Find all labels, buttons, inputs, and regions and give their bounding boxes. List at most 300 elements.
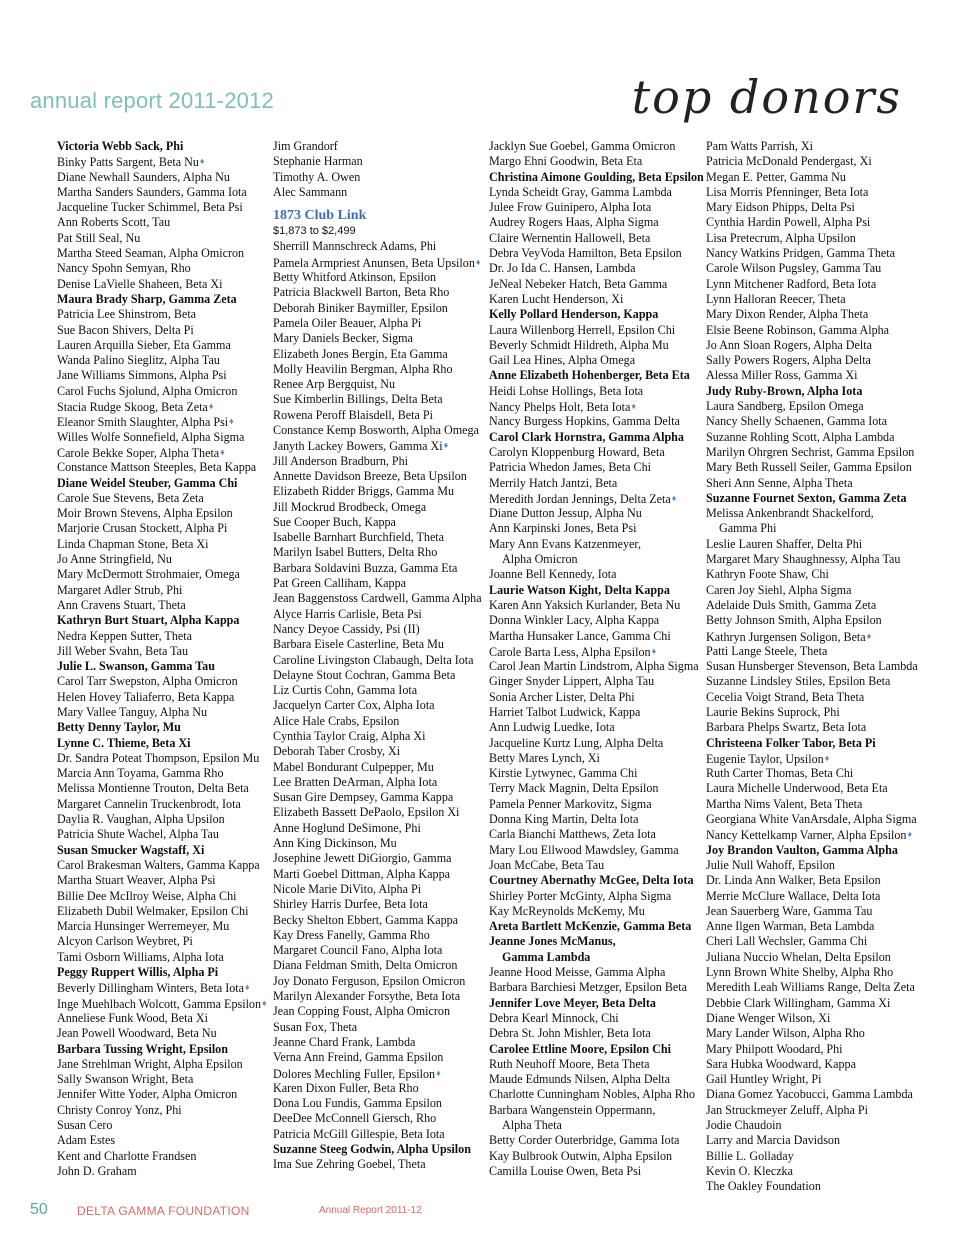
- donor-name: Kirstie Lytwynec, Gamma Chi: [489, 766, 638, 781]
- donor-name: Cheri Lall Wechsler, Gamma Chi: [706, 934, 868, 949]
- donor-name: Moir Brown Stevens, Alpha Epsilon: [57, 506, 233, 521]
- donor-name: Lee Bratten DeArman, Alpha Iota: [273, 774, 438, 789]
- donor-name: Sheri Ann Senne, Alpha Theta: [706, 475, 853, 490]
- donor-entry: [489, 399, 704, 414]
- donor-name: Sherrill Mannschreck Adams, Phi: [273, 239, 437, 254]
- donor-entry: [706, 368, 921, 383]
- donor-entry: [706, 766, 921, 781]
- donor-entry: [57, 368, 272, 383]
- member-marker-icon: ♦: [866, 630, 872, 641]
- donor-name: Ann Roberts Scott, Tau: [57, 215, 171, 230]
- donor-entry: [57, 231, 272, 246]
- donor-entry: [57, 1026, 272, 1041]
- donor-name: DeeDee McConnell Giersch, Rho: [273, 1111, 437, 1126]
- donor-entry: [489, 873, 704, 888]
- donor-entry: [489, 674, 704, 689]
- donor-entry: [489, 1164, 704, 1179]
- donor-entry: [706, 1026, 921, 1041]
- donor-name: Constance Mattson Steeples, Beta Kappa: [57, 460, 257, 475]
- donor-name: Heidi Lohse Hollings, Beta Iota: [489, 383, 644, 398]
- donor-entry: [489, 491, 704, 506]
- donor-name: Nancy Kettelkamp Varner, Alpha Epsilon: [706, 828, 907, 843]
- donor-name: Diana Gomez Yacobucci, Gamma Lambda: [706, 1087, 913, 1102]
- donor-entry: [706, 154, 921, 169]
- donor-entry: [273, 454, 488, 469]
- donor-name: Merrie McClure Wallace, Delta Iota: [706, 888, 881, 903]
- donor-name: Joy Donato Ferguson, Epsilon Omicron: [273, 973, 466, 988]
- donor-column-4: [706, 139, 921, 1194]
- donor-name: Josephine Jewett DiGiorgio, Gamma: [273, 851, 452, 866]
- donor-name: Alec Sammann: [273, 184, 348, 199]
- donor-entry: [57, 154, 272, 169]
- donor-name: Camilla Louise Owen, Beta Psi: [489, 1163, 642, 1178]
- donor-name: Jean Copping Foust, Alpha Omicron: [273, 1004, 451, 1019]
- donor-name: Cynthia Hardin Powell, Alpha Psi: [706, 215, 871, 230]
- donor-entry: [706, 751, 921, 766]
- donor-name: Caroline Livingston Clabaugh, Delta Iota: [273, 652, 474, 667]
- donor-name: Maura Brady Sharp, Gamma Zeta: [57, 291, 237, 306]
- donor-name: Melissa Ankenbrandt Shackelford,: [706, 506, 874, 521]
- donor-entry: [273, 622, 488, 637]
- donor-entry: [273, 576, 488, 591]
- donor-entry: [57, 323, 272, 338]
- donor-entry: [273, 760, 488, 775]
- donor-entry: [706, 185, 921, 200]
- donor-entry: [273, 974, 488, 989]
- donor-entry: [489, 1149, 704, 1164]
- member-marker-icon: ♦: [436, 1067, 441, 1078]
- donor-name: Eugenie Taylor, Upsilon: [706, 751, 824, 766]
- donor-entry: [57, 1042, 272, 1057]
- donor-entry: [489, 246, 704, 261]
- member-marker-icon: ♦: [671, 492, 677, 503]
- donor-name: Mabel Bondurant Culpepper, Mu: [273, 759, 434, 774]
- donor-entry: [57, 812, 272, 827]
- donor-entry: [706, 292, 921, 307]
- donor-name: Lynn Halloran Reecer, Theta: [706, 291, 846, 306]
- donor-entry: [489, 797, 704, 812]
- donor-name: Lauren Arquilla Sieber, Eta Gamma: [57, 337, 231, 352]
- donor-name: Marti Goebel Dittman, Alpha Kappa: [273, 866, 450, 881]
- donor-entry: [57, 1118, 272, 1133]
- donor-entry: [57, 934, 272, 949]
- donor-name: Pamela Penner Markovitz, Sigma: [489, 796, 652, 811]
- donor-name: Jill Mockrud Brodbeck, Omega: [273, 499, 427, 514]
- donor-entry: [273, 943, 488, 958]
- donor-name: Peggy Ruppert Willis, Alpha Pi: [57, 965, 219, 980]
- donor-name: Stephanie Harman: [273, 154, 363, 169]
- donor-entry: [273, 958, 488, 973]
- donor-name: Alice Hale Crabs, Epsilon: [273, 713, 400, 728]
- donor-column-2: [273, 139, 488, 1173]
- donor-name: Jill Weber Svahn, Beta Tau: [57, 643, 189, 658]
- donor-entry: [489, 736, 704, 751]
- donor-name: Jan Struckmeyer Zeluff, Alpha Pi: [706, 1102, 869, 1117]
- donor-entry: [706, 843, 921, 858]
- donor-entry: [706, 674, 921, 689]
- donor-entry: [273, 285, 488, 300]
- donor-name: Christina Aimone Goulding, Beta Epsilon: [489, 169, 704, 184]
- donor-entry: [57, 736, 272, 751]
- donor-name: Kevin O. Kleczka: [706, 1163, 793, 1178]
- donor-name: Barbara Barchiesi Metzger, Epsilon Beta: [489, 980, 687, 995]
- donor-name: Jeanne Jones McManus,: [489, 934, 616, 949]
- donor-entry: [273, 729, 488, 744]
- donor-entry: [273, 1035, 488, 1050]
- donor-entry: [57, 200, 272, 215]
- annual-report-title: annual report 2011-2012: [30, 88, 274, 113]
- donor-name: Mary Daniels Becker, Sigma: [273, 331, 413, 346]
- donor-entry: [489, 1011, 704, 1026]
- donor-entry: [273, 698, 488, 713]
- donor-name: Carole Bekke Soper, Alpha Theta: [57, 445, 220, 460]
- donor-name: Jean Sauerberg Ware, Gamma Tau: [706, 903, 873, 918]
- donor-entry: [57, 873, 272, 888]
- donor-name: Sally Swanson Wright, Beta: [57, 1072, 194, 1087]
- donor-entry: [489, 215, 704, 230]
- donor-name: Carole Wilson Pugsley, Gamma Tau: [706, 261, 882, 276]
- donor-entry: [57, 583, 272, 598]
- donor-name: Renee Arp Bergquist, Nu: [273, 377, 396, 392]
- donor-name: Marilyn Alexander Forsythe, Beta Iota: [273, 989, 461, 1004]
- donor-name: Elizabeth Jones Bergin, Eta Gamma: [273, 346, 448, 361]
- donor-entry: [706, 781, 921, 796]
- donor-entry: [57, 797, 272, 812]
- donor-entry: [706, 338, 921, 353]
- donor-name: Martha Hunsaker Lance, Gamma Chi: [489, 628, 671, 643]
- donor-entry: [57, 858, 272, 873]
- donor-name: Debra Kearl Minnock, Chi: [489, 1010, 619, 1025]
- donor-entry: [706, 460, 921, 475]
- donor-name: Susan Gire Dempsey, Gamma Kappa: [273, 790, 454, 805]
- donor-entry: [489, 1042, 704, 1057]
- donor-entry: [706, 139, 921, 154]
- donor-name: Merrily Hatch Jantzi, Beta: [489, 475, 618, 490]
- donor-entry: [706, 521, 921, 536]
- donor-entry: [489, 1072, 704, 1087]
- donor-entry: [489, 154, 704, 169]
- donor-name: Nancy Spohn Semyan, Rho: [57, 261, 191, 276]
- donor-entry: [57, 644, 272, 659]
- donor-entry: [57, 889, 272, 904]
- donor-name: Carol Tarr Swepston, Alpha Omicron: [57, 674, 238, 689]
- donor-entry: [489, 583, 704, 598]
- donor-entry: [489, 185, 704, 200]
- donor-name: Caren Joy Siehl, Alpha Sigma: [706, 582, 852, 597]
- donor-entry: [489, 384, 704, 399]
- donor-entry: [489, 537, 704, 552]
- donor-entry: [273, 1157, 488, 1172]
- donor-name: Deborah Taber Crosby, Xi: [273, 744, 401, 759]
- donor-entry: [706, 1164, 921, 1179]
- donor-entry: [273, 821, 488, 836]
- donor-name: Gail Lea Hines, Alpha Omega: [489, 353, 636, 368]
- donor-name: Ann Ludwig Luedke, Iota: [489, 720, 615, 735]
- donor-entry: [489, 338, 704, 353]
- donor-name: Mary Beth Russell Seiler, Gamma Epsilon: [706, 460, 912, 475]
- donor-entry: [706, 1133, 921, 1148]
- donor-name: Shirley Harris Durfee, Beta Iota: [273, 897, 428, 912]
- donor-entry: [706, 1072, 921, 1087]
- donor-name: Sara Hubka Woodward, Kappa: [706, 1056, 856, 1071]
- donor-name: Suzanne Lindsley Stiles, Epsilon Beta: [706, 674, 891, 689]
- donor-name: Julie Null Wahoff, Epsilon: [706, 857, 835, 872]
- member-marker-icon: ♦: [199, 156, 205, 167]
- donor-name: Kay Bulbrook Outwin, Alpha Epsilon: [489, 1148, 673, 1163]
- donor-entry: [57, 414, 272, 429]
- donor-name: Pat Green Calliham, Kappa: [273, 576, 406, 591]
- donor-entry: [57, 170, 272, 185]
- donor-entry: [57, 246, 272, 261]
- donor-entry: [57, 827, 272, 842]
- donor-name: Daylia R. Vaughan, Alpha Upsilon: [57, 812, 225, 827]
- donor-entry: [489, 659, 704, 674]
- donor-name: Elsie Beene Robinson, Gamma Alpha: [706, 322, 890, 337]
- donor-entry: [273, 882, 488, 897]
- donor-entry: [57, 766, 272, 781]
- donor-name: Anne Ilgen Warman, Beta Lambda: [706, 919, 875, 934]
- donor-entry: [273, 438, 488, 453]
- donor-entry: [489, 139, 704, 154]
- donor-name: Judy Ruby-Brown, Alpha Iota: [706, 383, 863, 398]
- donor-name: Jo Ann Sloan Rogers, Alpha Delta: [706, 337, 872, 352]
- donor-name: Alpha Omicron: [502, 552, 578, 567]
- donor-entry: [57, 705, 272, 720]
- donor-name: Laura Willenborg Herrell, Epsilon Chi: [489, 322, 676, 337]
- donor-name: Timothy A. Owen: [273, 169, 361, 184]
- donor-name: Claire Wernentin Hallowell, Beta: [489, 230, 651, 245]
- donor-entry: [57, 1011, 272, 1026]
- donor-name: Charlotte Cunningham Nobles, Alpha Rho: [489, 1087, 695, 1102]
- donor-entry: [57, 613, 272, 628]
- donor-name: Rowena Peroff Blaisdell, Beta Pi: [273, 407, 433, 422]
- donor-name: Kathryn Foote Shaw, Chi: [706, 567, 829, 582]
- donor-entry: [57, 430, 272, 445]
- donor-name: Dolores Mechling Fuller, Epsilon: [273, 1066, 436, 1081]
- donor-name: Mary Ann Evans Katzenmeyer,: [489, 536, 641, 551]
- donor-name: Beverly Schmidt Hildreth, Alpha Mu: [489, 337, 669, 352]
- donor-entry: [273, 270, 488, 285]
- donor-entry: [706, 904, 921, 919]
- donor-entry: [706, 858, 921, 873]
- donor-name: Juliana Nuccio Whelan, Delta Epsilon: [706, 949, 891, 964]
- donor-name: Gamma Phi: [719, 521, 777, 536]
- donor-entry: [273, 316, 488, 331]
- donor-name: Susan Hunsberger Stevenson, Beta Lambda: [706, 659, 918, 674]
- donor-name: Billie Dee McIlroy Weise, Alpha Chi: [57, 888, 237, 903]
- donor-name: Laura Sandberg, Epsilon Omega: [706, 399, 864, 414]
- donor-name: Mary Eidson Phipps, Delta Psi: [706, 200, 855, 215]
- donor-entry: [57, 338, 272, 353]
- donor-name: Joan McCabe, Beta Tau: [489, 857, 605, 872]
- donor-name: Adam Estes: [57, 1133, 116, 1148]
- donor-entry: [706, 736, 921, 751]
- donor-name: Mary Vallee Tanguy, Alpha Nu: [57, 704, 208, 719]
- donor-name: Jean Powell Woodward, Beta Nu: [57, 1026, 217, 1041]
- donor-name: Mary McDermott Strohmaier, Omega: [57, 567, 240, 582]
- donor-entry: [706, 889, 921, 904]
- donor-entry: [273, 1127, 488, 1142]
- donor-name: The Oakley Foundation: [706, 1179, 821, 1194]
- donor-name: Margaret Adler Strub, Phi: [57, 582, 183, 597]
- donor-entry: [57, 751, 272, 766]
- donor-entry: [273, 591, 488, 606]
- donor-entry: [273, 790, 488, 805]
- donor-entry: [489, 934, 704, 949]
- donor-name: Betty Mares Lynch, Xi: [489, 750, 600, 765]
- member-marker-icon: ♦: [229, 416, 234, 427]
- donor-entry: [57, 950, 272, 965]
- donor-name: Becky Shelton Ebbert, Gamma Kappa: [273, 912, 459, 927]
- donor-entry: [57, 781, 272, 796]
- donor-name: Alpha Theta: [502, 1118, 562, 1132]
- donor-entry: [489, 476, 704, 491]
- donor-entry: [57, 445, 272, 460]
- donor-name: Betty Johnson Smith, Alpha Epsilon: [706, 613, 882, 628]
- donor-entry: [489, 812, 704, 827]
- donor-name: Anne Elizabeth Hohenberger, Beta Eta: [489, 368, 690, 383]
- donor-name: Diana Feldman Smith, Delta Omicron: [273, 958, 458, 973]
- donor-name: Marcia Ann Toyama, Gamma Rho: [57, 766, 224, 781]
- donor-entry: [273, 1004, 488, 1019]
- donor-entry: [706, 414, 921, 429]
- donor-entry: [706, 690, 921, 705]
- donor-entry: [489, 980, 704, 995]
- donor-name: Donna Winkler Lacy, Alpha Kappa: [489, 613, 660, 628]
- donor-name: Willes Wolfe Sonnefield, Alpha Sigma: [57, 429, 245, 444]
- donor-name: Laurie Watson Kight, Delta Kappa: [489, 582, 670, 597]
- donor-name: Susan Fox, Theta: [273, 1019, 358, 1034]
- member-marker-icon: ♦: [631, 401, 636, 412]
- donor-name: JeNeal Nebeker Hatch, Beta Gamma: [489, 276, 668, 291]
- donor-name: Terry Mack Magnin, Delta Epsilon: [489, 781, 659, 796]
- donor-name: Isabelle Barnhart Burchfield, Theta: [273, 530, 445, 545]
- donor-entry: [489, 629, 704, 644]
- donor-entry: [489, 781, 704, 796]
- donor-name: Diane Dutton Jessup, Alpha Nu: [489, 506, 642, 521]
- donor-name: Liz Curtis Cohn, Gamma Iota: [273, 683, 418, 698]
- donor-entry: [706, 170, 921, 185]
- donor-name: Shirley Porter McGinty, Alpha Sigma: [489, 888, 672, 903]
- donor-name: Gail Huntley Wright, Pi: [706, 1072, 822, 1087]
- donor-name: Joy Brandon Vaulton, Gamma Alpha: [706, 842, 898, 857]
- donor-name: Martha Stuart Weaver, Alpha Psi: [57, 873, 216, 888]
- donor-name: Nancy Watkins Pridgen, Gamma Theta: [706, 246, 896, 261]
- donor-entry: [706, 1087, 921, 1102]
- donor-name: Binky Patts Sargent, Beta Nu: [57, 155, 199, 170]
- donor-entry: [273, 545, 488, 560]
- donor-entry: [706, 246, 921, 261]
- donor-entry: [273, 668, 488, 683]
- donor-entry: [57, 1133, 272, 1148]
- donor-name: Diane Newhall Saunders, Alpha Nu: [57, 169, 230, 184]
- donor-entry: [57, 521, 272, 536]
- donor-entry: [706, 567, 921, 582]
- member-marker-icon: ♦: [245, 982, 250, 993]
- donor-entry: [706, 200, 921, 215]
- donor-name: Nedra Keppen Sutter, Theta: [57, 628, 192, 643]
- donor-name: Meredith Leah Williams Range, Delta Zeta: [706, 980, 915, 995]
- donor-entry: [489, 889, 704, 904]
- donor-name: Barbara Wangenstein Oppermann,: [489, 1102, 656, 1117]
- donor-name: Barbara Phelps Swartz, Beta Iota: [706, 720, 867, 735]
- donor-name: Audrey Rogers Haas, Alpha Sigma: [489, 215, 659, 230]
- donor-entry: [273, 897, 488, 912]
- donor-entry: [706, 445, 921, 460]
- donor-entry: [57, 690, 272, 705]
- donor-name: Margaret Mary Shaughnessy, Alpha Tau: [706, 552, 901, 567]
- donor-entry: [706, 1118, 921, 1133]
- donor-name: Ann Karpinski Jones, Beta Psi: [489, 521, 637, 536]
- donor-entry: [489, 1026, 704, 1041]
- donor-name: Ima Sue Zehring Goebel, Theta: [273, 1157, 426, 1172]
- donor-entry: [706, 215, 921, 230]
- donor-entry: [273, 744, 488, 759]
- donor-name: Annette Davidson Breeze, Beta Upsilon: [273, 468, 467, 483]
- donor-entry: [706, 1042, 921, 1057]
- donor-name: Marilyn Isabel Butters, Delta Rho: [273, 545, 438, 560]
- donor-entry: [57, 980, 272, 995]
- donor-name: Patricia McDonald Pendergast, Xi: [706, 154, 872, 169]
- donor-entry: [57, 567, 272, 582]
- donor-name: Betty Corder Outerbridge, Gamma Iota: [489, 1133, 680, 1148]
- donor-name: Barbara Soldavini Buzza, Gamma Eta: [273, 560, 458, 575]
- donor-name: Sue Kimberlin Billings, Delta Beta: [273, 392, 443, 407]
- donor-name: Julie L. Swanson, Gamma Tau: [57, 659, 215, 674]
- member-marker-icon: ♦: [824, 752, 830, 763]
- donor-entry: [273, 185, 488, 200]
- donor-entry: [57, 965, 272, 980]
- donor-entry: [273, 347, 488, 362]
- donor-entry: [57, 674, 272, 689]
- donor-entry: [706, 476, 921, 491]
- donor-entry: [706, 934, 921, 949]
- donor-entry: [273, 989, 488, 1004]
- donor-entry: [489, 1118, 704, 1133]
- donor-entry: [489, 950, 704, 965]
- donor-name: Georgiana White VanArsdale, Alpha Sigma: [706, 812, 917, 827]
- donor-name: Martha Sanders Saunders, Gamma Iota: [57, 184, 247, 199]
- donor-entry: [706, 797, 921, 812]
- donor-name: Christeena Folker Tabor, Beta Pi: [706, 735, 876, 750]
- donor-entry: [706, 950, 921, 965]
- donor-name: Jacquelyn Carter Cox, Alpha Iota: [273, 698, 435, 713]
- donor-name: Anneliese Funk Wood, Beta Xi: [57, 1010, 208, 1025]
- donor-name: Nancy Deyoe Cassidy, Psi (II): [273, 621, 420, 636]
- donor-entry: [489, 858, 704, 873]
- donor-name: Jacklyn Sue Goebel, Gamma Omicron: [489, 139, 676, 153]
- donor-name: Karen Ann Yaksich Kurlander, Beta Nu: [489, 597, 681, 612]
- donor-name: Beverly Dillingham Winters, Beta Iota: [57, 981, 245, 996]
- donor-entry: [489, 690, 704, 705]
- donor-name: Anne Hoglund DeSimone, Phi: [273, 820, 421, 835]
- donor-entry: [57, 506, 272, 521]
- donor-entry: [57, 1072, 272, 1087]
- donor-entry: [273, 805, 488, 820]
- donor-name: Dr. Jo Ida C. Hansen, Lambda: [489, 261, 636, 276]
- donor-name: Kay McReynolds McKemy, Mu: [489, 903, 645, 918]
- donor-entry: [273, 423, 488, 438]
- donor-name: Meredith Jordan Jennings, Delta Zeta: [489, 491, 671, 506]
- donor-entry: [489, 307, 704, 322]
- section-title: 1873 Club Link: [273, 208, 367, 224]
- donor-name: Nicole Marie DiVito, Alpha Pi: [273, 881, 422, 896]
- donor-entry: [273, 1142, 488, 1157]
- donor-entry: [706, 399, 921, 414]
- donor-name: Laura Michelle Underwood, Beta Eta: [706, 781, 888, 796]
- donor-name: Carla Bianchi Matthews, Zeta Iota: [489, 827, 656, 842]
- donor-entry: [273, 1081, 488, 1096]
